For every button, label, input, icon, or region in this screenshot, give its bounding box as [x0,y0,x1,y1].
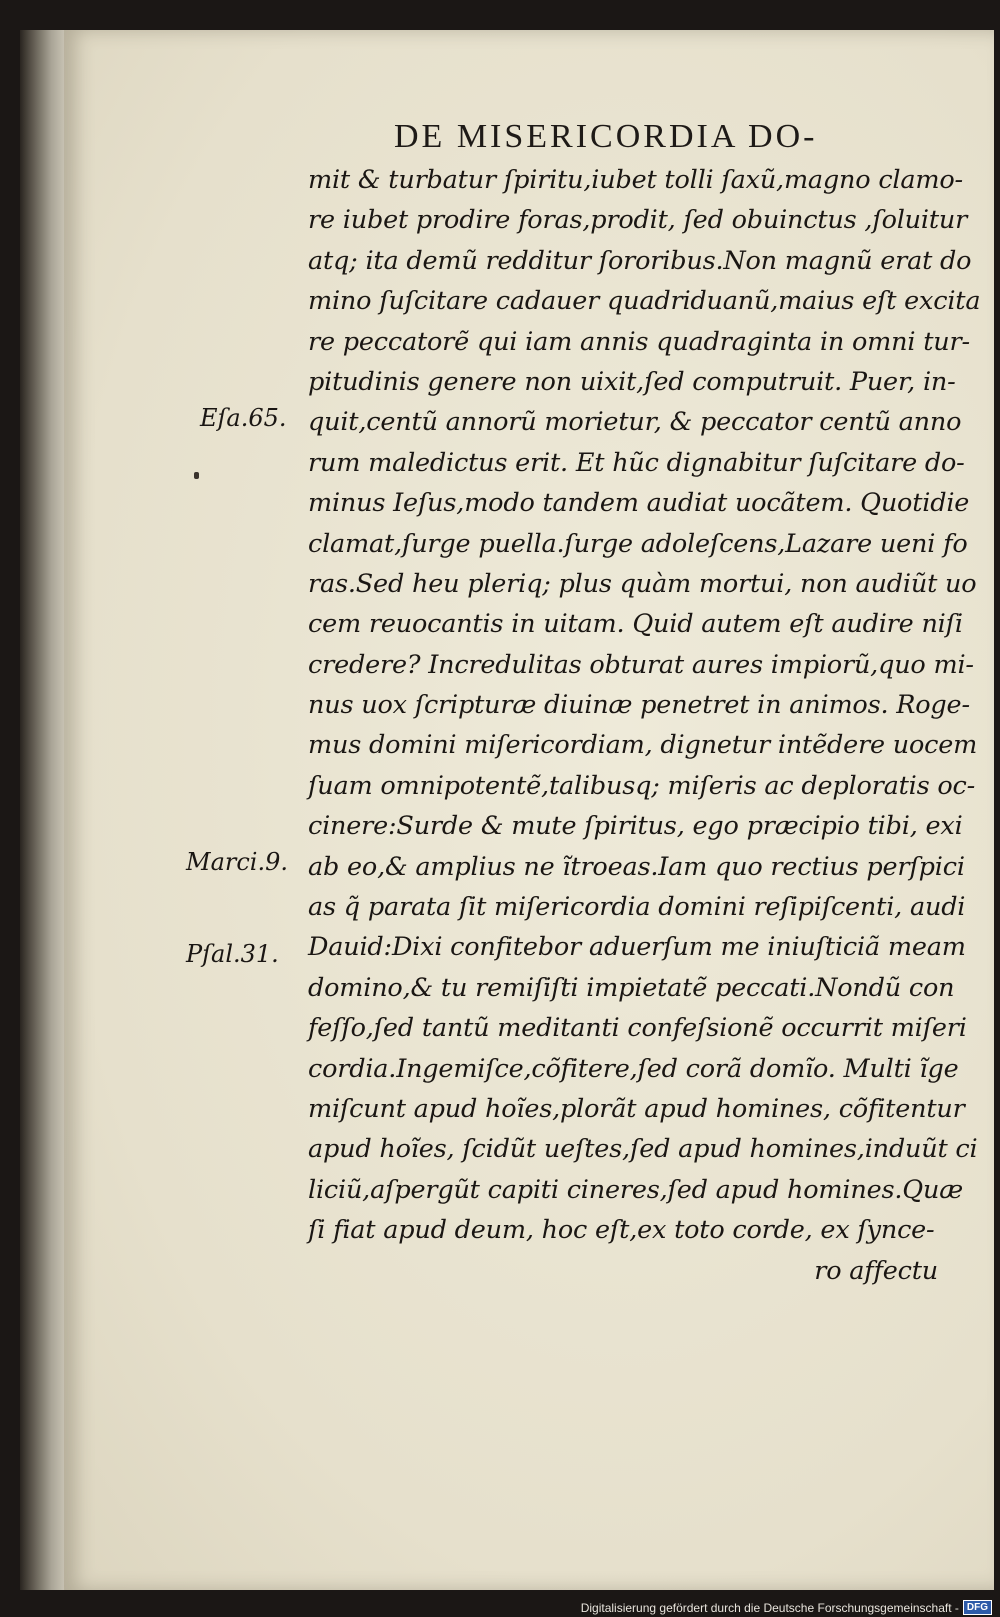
text-line: feſſo,ſed tantũ meditanti confeſsionẽ occurrit miſeri [308,1013,967,1044]
catchword: ro affectu [814,1255,938,1286]
text-line: as q̃ parata ſit miſericordia domini reſipiſcenti, audi [308,892,966,923]
text-line: apud hoĩes, ſcidũt ueſtes,ſed apud homines,induũt ci [308,1134,978,1165]
text-line: mino ſuſcitare cadauer quadriduanũ,maius eſt excita [308,286,981,317]
body-text [308,160,981,1291]
running-head: DE MISERICORDIA DO- [394,118,818,155]
text-line: re iubet prodire foras,prodit, ſed obuinctus ,ſoluitur [308,205,968,236]
text-line: cordia.Ingemiſce,cõfitere,ſed corã domĩo. Multi ĩge [308,1053,959,1084]
text-line: domino,& tu remiſiſti impietatẽ peccati.Nondũ con [308,972,955,1003]
text-line: pitudinis genere non uixit,ſed computruit. Puer, in- [308,366,956,397]
text-line: cem reuocantis in uitam. Quid autem eſt audire niſi [308,609,963,640]
text-line: ras.Sed heu pleriq; plus quàm mortui, non audiũt uo [308,568,977,599]
ink-speck [194,472,199,479]
text-line: Dauid:Dixi confitebor aduerſum me iniuſticiã meam [308,932,966,963]
digitization-footer [581,1600,992,1615]
text-line: cinere:Surde & mute ſpiritus, ego præcipio tibi, exi [308,811,963,842]
text-line: atq; ita demũ redditur ſororibus.Non magnũ erat do [308,245,972,276]
margin-note-marcus: Marci.9. [186,848,288,876]
text-line: nus uox ſcripturæ diuinæ penetret in animos. Roge- [308,690,970,721]
text-line: rum maledictus erit. Et hũc dignabitur ſuſcitare do- [308,447,965,478]
dfg-logo-icon: DFG [963,1600,992,1615]
text-line: clamat,ſurge puella.ſurge adoleſcens,Lazare ueni fo [308,528,968,559]
text-line: liciũ,aſpergũt capiti cineres,ſed apud homines.Quæ [308,1174,963,1205]
text-line: quit,centũ annorũ morietur, & peccator centũ anno [308,407,962,438]
text-line: ab eo,& amplius ne ĩtroeas.Iam quo rectius perſpici [308,851,965,882]
text-line: miſcunt apud hoĩes,plorãt apud homines, cõfitentur [308,1093,965,1124]
text-line: mit & turbatur ſpiritu,iubet tolli ſaxũ,magno clamo- [308,165,963,195]
margin-note-psalmus: Pſal.31. [186,940,279,968]
text-line: mus domini miſericordiam, dignetur intẽdere uocem [308,730,978,761]
text-line: credere? Incredulitas obturat aures impiorũ,quo mi- [308,649,974,680]
text-line: ſuam omnipotentẽ,talibusq; miſeris ac deploratis oc- [308,770,976,801]
text-line: ſi fiat apud deum, hoc eſt,ex toto corde, ex ſynce- [308,1215,935,1246]
funding-credit: Digitalisierung gefördert durch die Deutsche Forschungsgemeinschaft - [580,1600,959,1615]
text-line: minus Ieſus,modo tandem audiat uocãtem. Quotidie [308,488,970,519]
margin-note-esaias: Eſa.65. [200,404,287,432]
text-line: re peccatorẽ qui iam annis quadraginta in omni tur- [308,326,970,357]
